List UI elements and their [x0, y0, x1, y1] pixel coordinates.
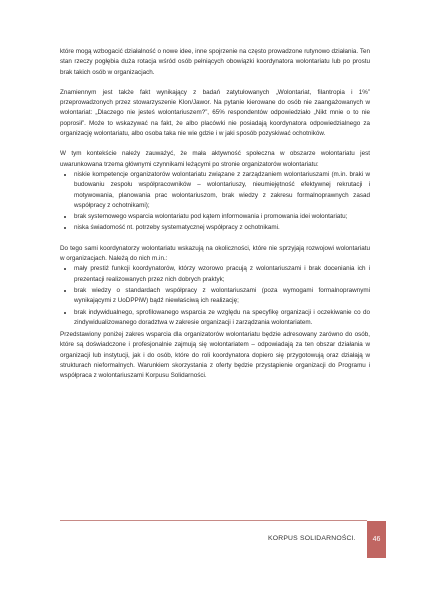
paragraph: Przedstawiony poniżej zakres wsparcia dla organizatorów wolontariatu będzie adresowany zarówno do osób, które są doświadczone i profesjonalnie zajmują się wolontariatem – odpowiadają za ten obszar działania w organizacji lub instytucji, jak i do osób, które do roli koordynatora dopiero się przygotowują oraz działają w strukturach nieformalnych. Warunkiem skorzystania z oferty będzie przystąpienie organizacji do Programu i współpraca z wolontariuszami Korpusu Solidarności.	[60, 331, 370, 380]
page-number-badge	[367, 521, 386, 558]
footer-divider	[60, 520, 367, 521]
list-item: • mały prestiż funkcji koordynatorów, którzy wzorowo pracują z wolontariuszami i brak doceniania ich i prezentacji realizowanych przez nich dobrych praktyk;	[74, 264, 370, 285]
list-item: • brak systemowego wsparcia wolontariatu pod kątem informowania i promowania idei wolontariatu;	[74, 212, 370, 222]
list-item: • brak wiedzy o standardach współpracy z wolontariuszami (poza wymogami formalnoprawnymi wynikającymi z UoDPPiW) bądź niewłaściwą ich realizację;	[74, 286, 370, 307]
list-item: • brak indywidualnego, sprofilowanego wsparcia ze względu na specyfikę organizacji i oczekiwanie co do zindywidualizowanego doradztwa w zakresie organizacji i zarządzania wolontariatem.	[74, 308, 370, 329]
bullet-list	[60, 170, 370, 234]
paragraph: W tym kontekście należy zauważyć, że mała aktywność społeczna w obszarze wolontariatu jest uwarunkowana trzema głównymi czynnikami leżącymi po stronie organizatorów wolontariatu:	[60, 150, 370, 168]
paragraph: Do tego sami koordynatorzy wolontariatu wskazują na okoliczności, które nie sprzyjają rozwojowi wolontariatu w organizacjach. Należą do nich m.in.:	[60, 244, 370, 263]
body-text	[60, 47, 370, 392]
footer-title: KORPUS SOLIDARNOŚCI.	[268, 535, 356, 542]
paragraph: które mogą wzbogacić działalność o nowe idee, inne spojrzenie na często prowadzone rutynowo działania. Ten stan rzeczy pogłębia duża rotacja wśród osób pełniących obowiązki koordynatora wolontariatu lub po prostu brak takich osób w organizacjach.	[60, 48, 370, 76]
page-number: 46	[372, 536, 381, 543]
bullet-list	[60, 264, 370, 328]
paragraph: Znamiennym jest także fakt wynikający z badań zatytułowanych „Wolontariat, filantropia i 1%” przeprowadzonych przez stowarzyszenie Klon/Jawor. Na pytanie kierowane do osób nie zaangażowanych w wolontariat: „Dlaczego nie jesteś wolontariuszem?”, 65% respondentów odpowiedziało „Nikt mnie o to nie poprosił”. Może to wskazywać na fakt, że albo placówki nie posiadają koordynatora odpowiedzialnego za organizację wolontariatu, albo osoba taka nie wie gdzie i w jaki sposób pozyskiwać ochotników.	[60, 88, 370, 138]
list-item: • niska świadomość nt. potrzeby systematycznej współpracy z ochotnikami.	[74, 223, 370, 233]
list-item: • niskie kompetencje organizatorów wolontariatu związane z zarządzaniem wolontariuszami (m.in. braki w budowaniu zespołu współpracowników – wolontariuszy, nieumiejętność efektywnej rekrutacji i motywowania, planowania prac wolontariuszom, brak wiedzy z zakresu formalnoprawnych zasad współpracy z ochotnikami);	[74, 170, 370, 211]
